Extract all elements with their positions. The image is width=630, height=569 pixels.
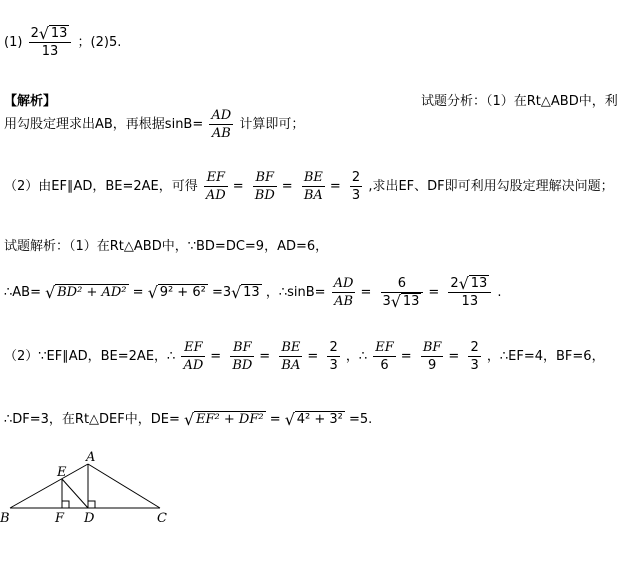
segment-ac <box>88 464 160 508</box>
solution-line5: ∴AB= √ BD² + AD² = √ 9² + 6² =3√ 13 ，∴sinB= $\frac{AD}{AB}$ = $\frac{6}{3√ 13}$ = $\frac{2√ 13}{13}$ . <box>4 276 502 309</box>
analysis-line2: 用勾股定理求出AB，再根据sinB= $\frac{AD}{AB}$ 计算即可； <box>4 108 305 141</box>
answer-line <box>4 26 121 59</box>
analysis-line3: （2）由EF∥AD，BE=2AE，可得 $\frac{EF}{AD}$ = $\frac{BF}{BD}$ = $\frac{BE}{BA}$ = $\frac{2}{3}$ ,求出EF、DF即可利用勾股定理解决问题； <box>4 170 614 203</box>
label-f: F <box>55 511 65 526</box>
analysis-intro: 试题分析：（1）在Rt△ABD中，利 <box>421 94 618 109</box>
label-b: B <box>0 511 10 526</box>
right-angle-f <box>62 501 69 508</box>
label-d: D <box>84 511 95 526</box>
segment-ed <box>62 479 88 508</box>
answer-part1-label: (1) <box>4 35 23 50</box>
solution-line7: ∴DF=3，在Rt△DEF中，DE= √ EF² + DF² = √ 4² + 3² =5. <box>4 408 372 427</box>
segment-ba <box>10 464 88 508</box>
label-a: A <box>86 450 96 465</box>
analysis-label: 【解析】 <box>4 94 57 109</box>
triangle-figure <box>0 448 180 538</box>
solution-line6: （2）∵EF∥AD，BE=2AE，∴ $\frac{EF}{AD}$ = $\frac{BF}{BD}$ = $\frac{BE}{BA}$ = $\frac{2}{3}$ ，∴ $\frac{EF}{6}$ = $\frac{BF}{9}$ = $\frac{2}{3}$ ，∴EF=4，BF=6， <box>4 340 605 373</box>
label-c: C <box>157 511 167 526</box>
answer-part2: ；(2)5. <box>77 35 122 50</box>
answer-fraction: $\frac{2√ 13}{13}$ <box>29 26 72 59</box>
label-e: E <box>57 465 67 480</box>
right-angle-d <box>88 501 95 508</box>
solution-line4: 试题解析：（1）在Rt△ABD中，∵BD=DC=9，AD=6， <box>4 239 329 254</box>
